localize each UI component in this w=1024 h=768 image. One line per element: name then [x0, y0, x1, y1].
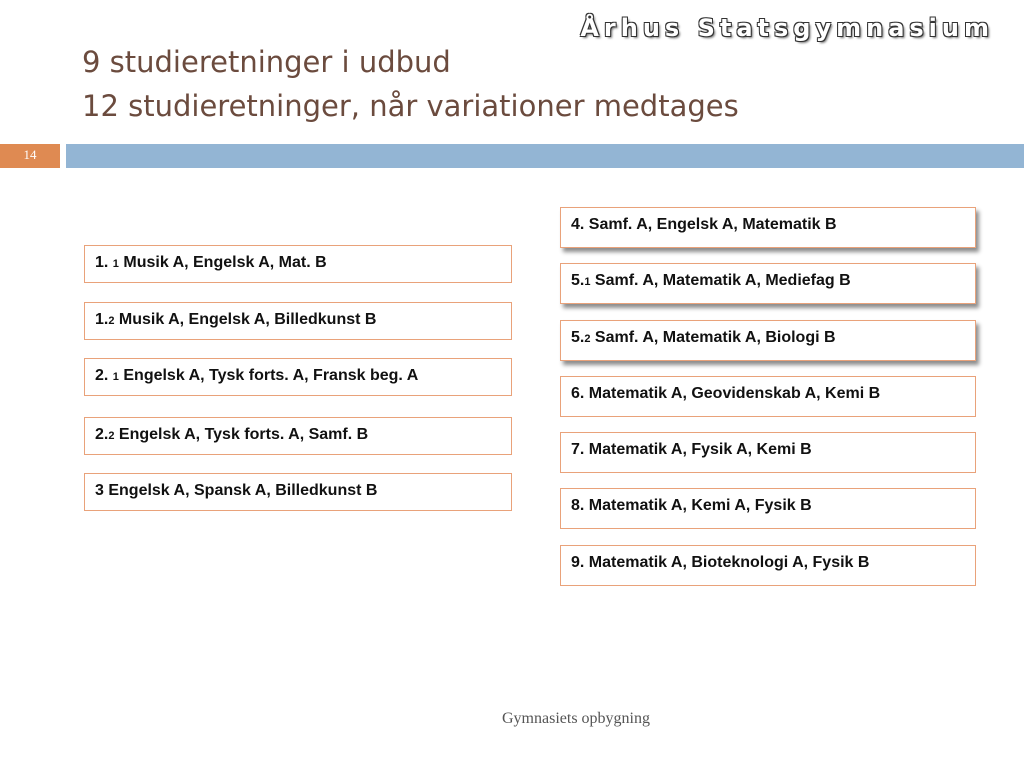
study-line-subjects: Musik A, Engelsk A, Mat. B: [118, 254, 327, 271]
study-line-subjects: 4. Samf. A, Engelsk A, Matematik B: [571, 216, 837, 233]
study-line-subjects: Engelsk A, Tysk forts. A, Fransk beg. A: [118, 367, 419, 384]
study-line-number: 2.: [95, 367, 113, 384]
study-line-subjects: Musik A, Engelsk A, Billedkunst B: [114, 311, 377, 328]
study-line-subjects: Samf. A, Matematik A, Mediefag B: [590, 272, 851, 289]
study-line-number: 5.: [571, 329, 585, 346]
study-line-box: [560, 545, 976, 586]
study-line-subjects: 7. Matematik A, Fysik A, Kemi B: [571, 441, 812, 458]
study-line-box: [560, 432, 976, 473]
title-line-2: 12 studieretninger, når variationer medtages: [82, 89, 739, 123]
slide-number: 14: [0, 144, 60, 168]
slide-title: [82, 40, 739, 128]
study-line-number: 1.: [95, 311, 109, 328]
study-line-subjects: 6. Matematik A, Geovidenskab A, Kemi B: [571, 385, 881, 402]
variant-subscript: 2: [108, 315, 115, 327]
study-line-subjects: 9. Matematik A, Bioteknologi A, Fysik B: [571, 554, 870, 571]
variant-subscript: 1: [112, 258, 119, 270]
variant-subscript: 1: [112, 371, 119, 383]
study-line-box: [560, 207, 976, 248]
variant-subscript: 1: [584, 276, 591, 288]
variant-subscript: 2: [108, 430, 115, 442]
study-line-box: [84, 417, 512, 455]
study-line-box: [84, 358, 512, 396]
study-line-box: [560, 263, 976, 304]
study-line-number: 1.: [95, 254, 113, 271]
study-line-box: [560, 320, 976, 361]
study-line-subjects: 8. Matematik A, Kemi A, Fysik B: [571, 497, 812, 514]
study-line-subjects: 3 Engelsk A, Spansk A, Billedkunst B: [95, 482, 378, 499]
footer-caption: Gymnasiets opbygning: [502, 710, 650, 727]
title-line-1: 9 studieretninger i udbud: [82, 45, 451, 79]
study-line-subjects: Engelsk A, Tysk forts. A, Samf. B: [114, 426, 369, 443]
study-line-box: [84, 245, 512, 283]
study-line-box: [84, 473, 512, 511]
school-name-watermark: Århus Statsgymnasium: [580, 14, 994, 42]
study-line-number: 2.: [95, 426, 109, 443]
study-line-box: [84, 302, 512, 340]
study-line-box: [560, 376, 976, 417]
study-line-number: 5.: [571, 272, 585, 289]
variant-subscript: 2: [584, 333, 591, 345]
header-divider-bar: [66, 144, 1024, 168]
study-line-box: [560, 488, 976, 529]
study-line-subjects: Samf. A, Matematik A, Biologi B: [590, 329, 836, 346]
